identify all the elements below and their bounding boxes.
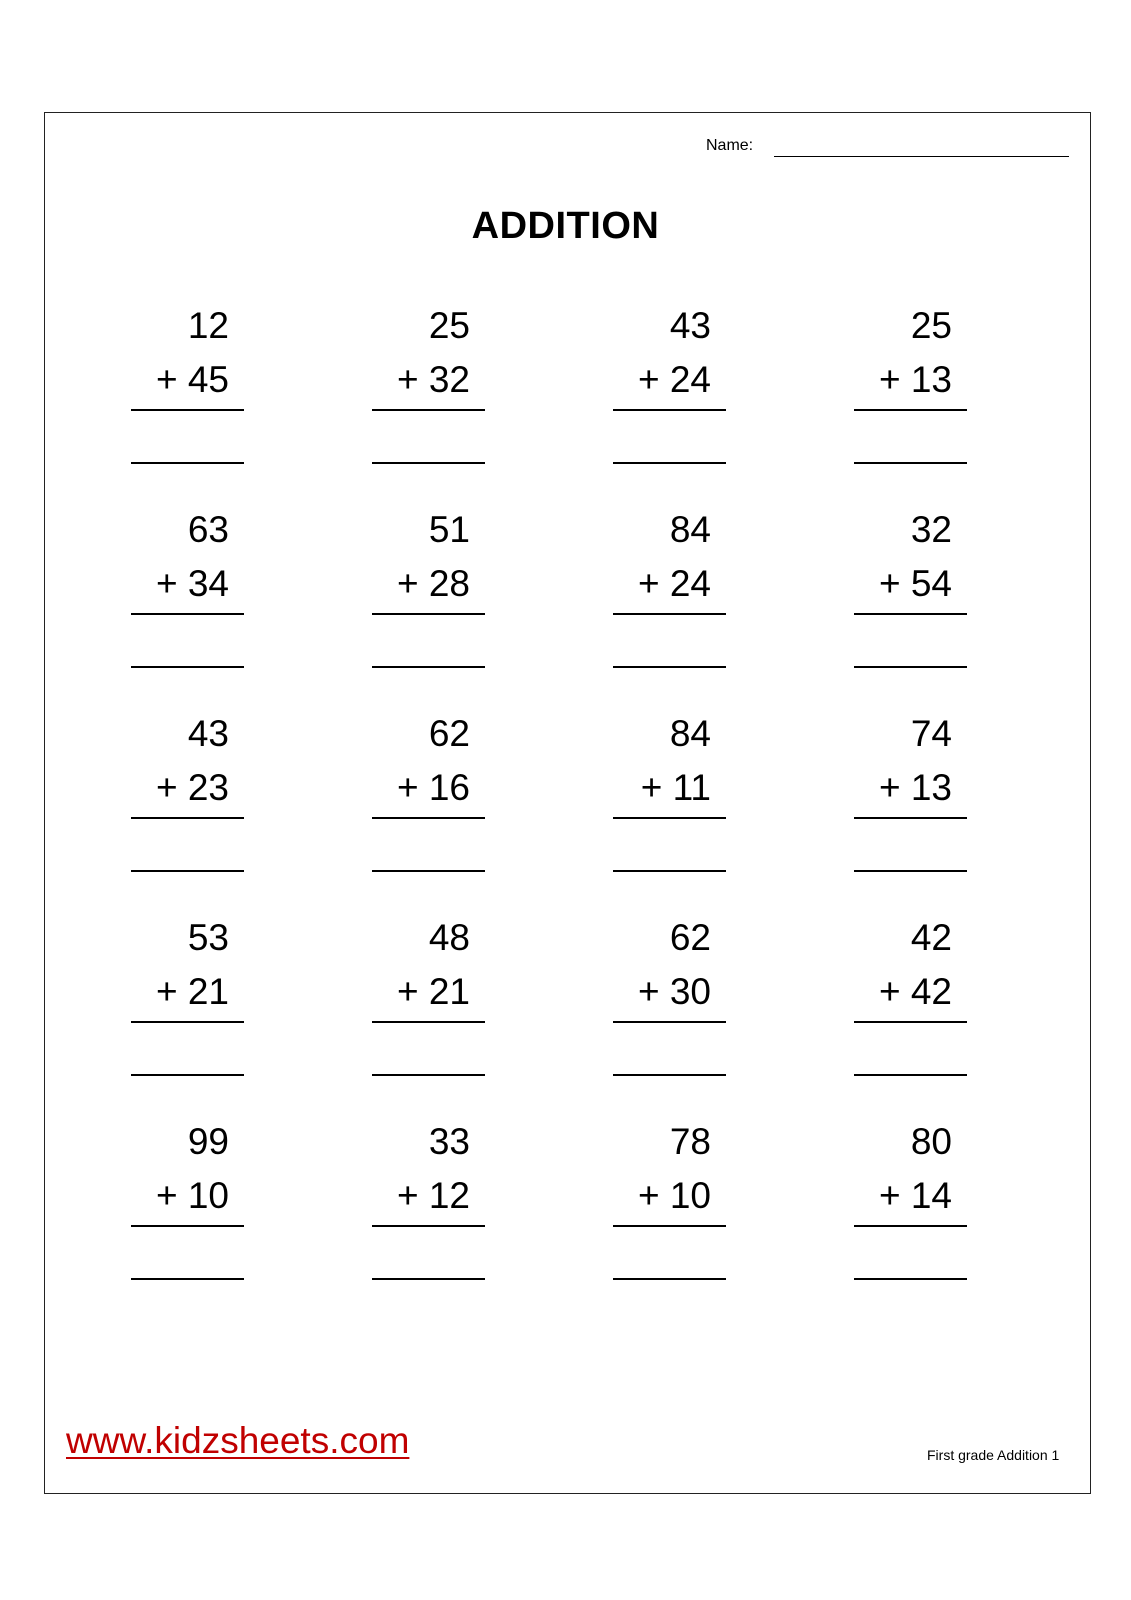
name-label: Name: [706,137,754,154]
problem-sum-line [854,1021,967,1023]
problem-addend-bottom: + 10 [155,1175,229,1216]
addition-problem [854,711,967,831]
problem-addend-top: 25 [428,305,470,346]
answer-line[interactable] [131,1074,244,1076]
answer-line[interactable] [372,870,485,872]
answer-line[interactable] [854,462,967,464]
problem-sum-line [854,1225,967,1227]
problem-addend-top: 53 [187,917,229,958]
answer-line[interactable] [131,1278,244,1280]
problem-sum-line [131,1225,244,1227]
problem-addend-bottom: + 21 [396,971,470,1012]
problem-addend-top: 84 [669,509,711,550]
answer-line[interactable] [613,666,726,668]
addition-problem [131,915,244,1035]
answer-line[interactable] [613,870,726,872]
addition-problem [613,711,726,831]
problem-grid [131,303,967,1239]
problem-addend-top: 99 [187,1121,229,1162]
problem-sum-line [613,817,726,819]
problem-addend-bottom: + 54 [878,563,952,604]
problem-addend-bottom: + 24 [637,563,711,604]
answer-line[interactable] [613,462,726,464]
problem-addend-top: 62 [428,713,470,754]
problem-addend-bottom: + 45 [155,359,229,400]
answer-line[interactable] [854,1278,967,1280]
answer-line[interactable] [854,870,967,872]
problem-addend-bottom: + 30 [637,971,711,1012]
answer-line[interactable] [131,870,244,872]
problem-addend-top: 12 [187,305,229,346]
addition-problem [372,915,485,1035]
problem-addend-top: 32 [910,509,952,550]
answer-line[interactable] [854,666,967,668]
answer-line[interactable] [372,1278,485,1280]
answer-line[interactable] [372,462,485,464]
worksheet-caption: First grade Addition 1 [927,1447,1060,1463]
problem-addend-top: 80 [910,1121,952,1162]
problem-addend-top: 25 [910,305,952,346]
addition-problem [372,711,485,831]
problem-addend-top: 62 [669,917,711,958]
addition-problem [613,303,726,423]
problem-addend-bottom: + 13 [878,359,952,400]
addition-problem [131,303,244,423]
problem-sum-line [372,409,485,411]
addition-problem [854,1119,967,1239]
problem-addend-bottom: + 32 [396,359,470,400]
addition-problem [613,915,726,1035]
problem-addend-top: 84 [669,713,711,754]
problem-sum-line [854,817,967,819]
problem-addend-bottom: + 11 [640,767,711,808]
problem-sum-line [372,613,485,615]
answer-line[interactable] [613,1278,726,1280]
problem-addend-bottom: + 14 [878,1175,952,1216]
problem-addend-bottom: + 12 [396,1175,470,1216]
addition-problem [131,1119,244,1239]
problem-addend-bottom: + 23 [155,767,229,808]
page-title: ADDITION [471,205,660,247]
problem-addend-top: 51 [428,509,470,550]
problem-sum-line [131,409,244,411]
problem-sum-line [613,409,726,411]
problem-sum-line [613,613,726,615]
problem-addend-bottom: + 24 [637,359,711,400]
problem-addend-top: 43 [187,713,229,754]
problem-sum-line [854,409,967,411]
problem-addend-bottom: + 34 [155,563,229,604]
problem-addend-bottom: + 16 [396,767,470,808]
addition-problem [854,915,967,1035]
problem-sum-line [613,1225,726,1227]
problem-addend-bottom: + 28 [396,563,470,604]
addition-problem [613,1119,726,1239]
problem-addend-top: 63 [187,509,229,550]
answer-line[interactable] [854,1074,967,1076]
addition-problem [131,711,244,831]
problem-sum-line [131,1021,244,1023]
answer-line[interactable] [613,1074,726,1076]
name-field-line[interactable] [774,156,1069,157]
addition-problem [372,303,485,423]
addition-problem [613,507,726,627]
problem-addend-bottom: + 10 [637,1175,711,1216]
problem-sum-line [372,1225,485,1227]
answer-line[interactable] [372,666,485,668]
problem-addend-bottom: + 21 [155,971,229,1012]
site-link[interactable]: www.kidzsheets.com [66,1420,410,1461]
problem-addend-bottom: + 13 [878,767,952,808]
problem-sum-line [131,817,244,819]
problem-addend-top: 33 [428,1121,470,1162]
addition-problem [372,1119,485,1239]
addition-problem [854,507,967,627]
problem-sum-line [854,613,967,615]
addition-problem [372,507,485,627]
problem-addend-top: 78 [669,1121,711,1162]
addition-problem [131,507,244,627]
addition-problem [854,303,967,423]
answer-line[interactable] [131,462,244,464]
answer-line[interactable] [372,1074,485,1076]
problem-sum-line [372,817,485,819]
answer-line[interactable] [131,666,244,668]
problem-sum-line [613,1021,726,1023]
problem-addend-top: 48 [428,917,470,958]
problem-addend-bottom: + 42 [878,971,952,1012]
problem-addend-top: 42 [910,917,952,958]
problem-addend-top: 74 [910,713,952,754]
problem-sum-line [131,613,244,615]
problem-sum-line [372,1021,485,1023]
problem-addend-top: 43 [669,305,711,346]
